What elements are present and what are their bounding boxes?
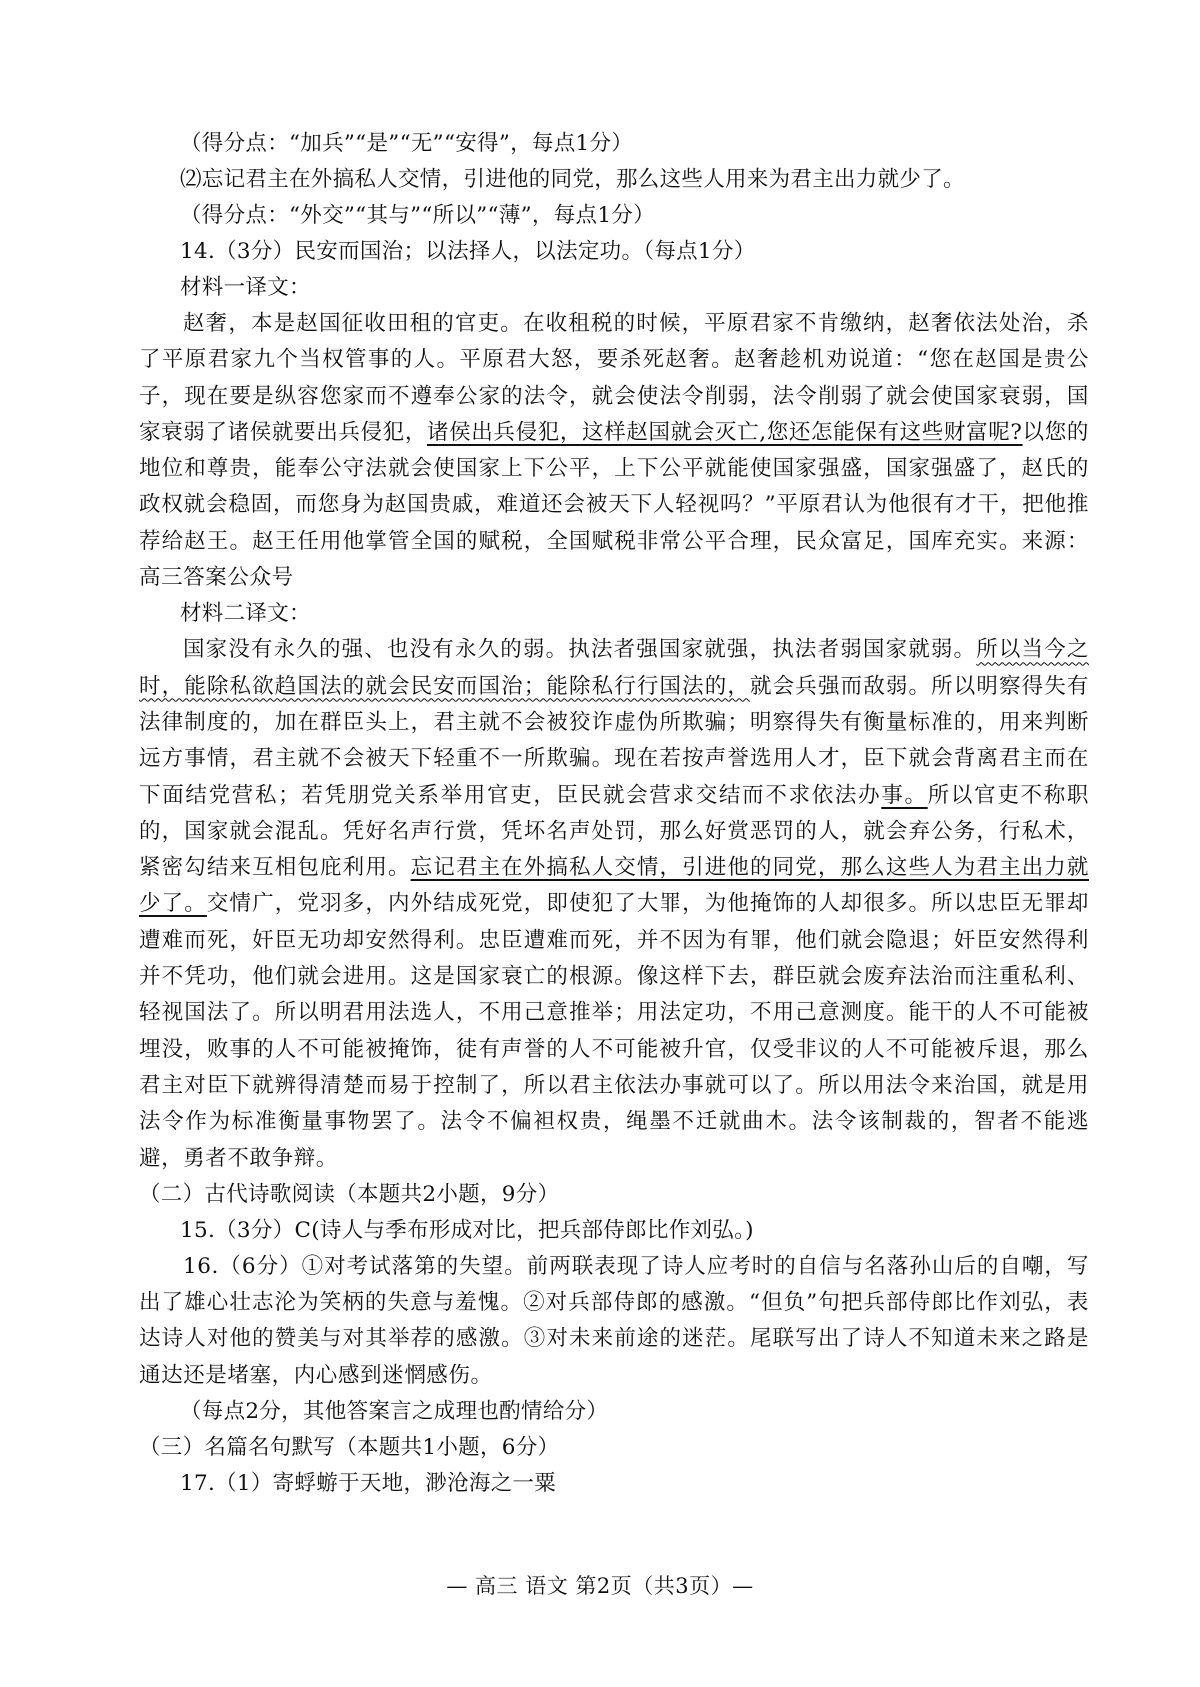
material-1-heading: 材料一译文： [180, 275, 311, 300]
material-2-wavy-underline: 所以当今之时，能除私欲趋国法的就会民安而国治；能除私行行国法的， [139, 637, 1089, 699]
answer-content [139, 126, 1089, 1502]
material-2-translation [139, 632, 1089, 1176]
material-1-text-a: 赵奢，本是赵国征收田租的官吏。在收租税的时候，平原君家不肯缴纳，赵奢依法处治，杀了平原君家九个当权管事的人。平原君大怒，要杀死赵奢。赵奢趁机劝说道：“您在赵国是贵公子，现在要是纵容您家而不遵奉公家的法令，就会使法令削弱，法令削弱了就会使国家衰弱，国家衰弱了诸侯就要出兵侵犯， [139, 311, 1089, 445]
material-2-underline-2: 忘记君主在外搞私人交情，引进他的同党，那么这些人为君主出力就少了。 [139, 855, 1089, 917]
section-3-heading: （三）名篇名句默写（本题共1小题，6分） [139, 1435, 560, 1461]
scoring-note-2: （得分点：“外交”“其与”“所以”“薄”，每点1分） [180, 203, 655, 228]
translation-answer-2: ⑵忘记君主在外搞私人交情，引进他的同党，那么这些人用来为君主出力就少了。 [180, 167, 965, 192]
material-2-text-c: 所以官吏不称职的，国家就会混乱。凭好名声行赏，凭坏名声处罚，那么好赏恶罚的人，就会弃公务，行私术，紧密勾结来互相包庇利用。 [139, 782, 1090, 881]
material-2-text-d: 交情广，党羽多，内外结成死党，即使犯了大罪，为他掩饰的人却很多。所以忠臣无罪却遭难而死，奸臣无功却安然得利。忠臣遭难而死，并不因为有罪，他们就会隐退；奸臣安然得利并不凭功，他们就会进用。这是国家衰亡的根源。像这样下去，群臣就会废弃法治而注重私利、轻视国法了。所以明君用法选人，不用己意推举；用法定功，不用己意测度。能干的人不可能被埋没，败事的人不可能被掩饰，徒有声誉的人不可能被升官，仅受非议的人不可能被斥退，那么君主对臣下就辨得清楚而易于控制了，所以君主依法办事就可以了。所以用法令来治国，就是用法令作为标准衡量事物罢了。法令不偏袒权贵，绳墨不迁就曲木。法令该制裁的，智者不能逃避，勇者不敢争辩。 [139, 891, 1089, 1171]
question-15-answer: 15.（3分）C(诗人与季布形成对比，把兵部侍郎比作刘弘。) [180, 1217, 754, 1243]
question-17-answer: 17.（1）寄蜉蝣于天地，渺沧海之一粟 [180, 1471, 557, 1497]
material-2-text-a: 国家没有永久的强、也没有永久的弱。执法者强国家就强，执法者弱国家就弱。 [183, 637, 977, 663]
question-16-answer: 16.（6分）①对考试落第的失望。前两联表现了诗人应考时的自信与名落孙山后的自嘲，写出了雄心壮志沦为笑柄的失意与羞愧。②对兵部侍郎的感激。“但负”句把兵部侍郎比作刘弘，表达诗人对他的赞美与对其举荐的感激。③对未来前途的迷茫。尾联写出了诗人不知道未来之路是通达还是堵塞，内心感到迷惘感伤。 [139, 1253, 1089, 1388]
question-14-answer: 14.（3分）民安而国治；以法择人，以法定功。（每点1分） [180, 239, 756, 264]
material-1-translation [139, 306, 1089, 596]
page-footer: — 高三 语文 第2页（共3页）— [446, 1574, 754, 1598]
material-2-text-b: 就会兵强而敌弱。所以明察得失有法律制度的，加在群臣头上，君主就不会被狡诈虚伪所欺骗；明察得失有衡量标准的，用来判断远方事情，君主就不会被天下轻重不一所欺骗。现在若按声誉选用人才，臣下就会背离君主而在下面结党营私；若凭朋党关系举用官吏，臣民就会营求交结而不求依法办 [139, 673, 1089, 808]
material-1-underlined: 诸侯出兵侵犯，这样赵国就会灭亡,您还怎能保有这些财富呢? [426, 419, 1023, 445]
material-2-underline-1: 事。 [881, 782, 928, 808]
question-16-scoring-note: （每点2分，其他答案言之成理也酌情给分） [180, 1399, 609, 1425]
section-2-heading: （二）古代诗歌阅读（本题共2小题，9分） [139, 1181, 560, 1207]
material-1-text-b: 以您的地位和尊贵，能奉公守法就会使国家上下公平，上下公平就能使国家强盛，国家强盛了，赵氏的政权就会稳固，而您身为赵国贵戚，难道还会被天下人轻视吗？”平原君认为他很有才干，把他推荐给赵王。赵王任用他掌管全国的赋税，全国赋税非常公平合理，民众富足，国库充实。来源：高三答案公众号 [139, 419, 1089, 591]
scoring-note-1: （得分点：“加兵”“是”“无”“安得”，每点1分） [180, 131, 634, 156]
material-2-heading: 材料二译文： [180, 601, 311, 627]
